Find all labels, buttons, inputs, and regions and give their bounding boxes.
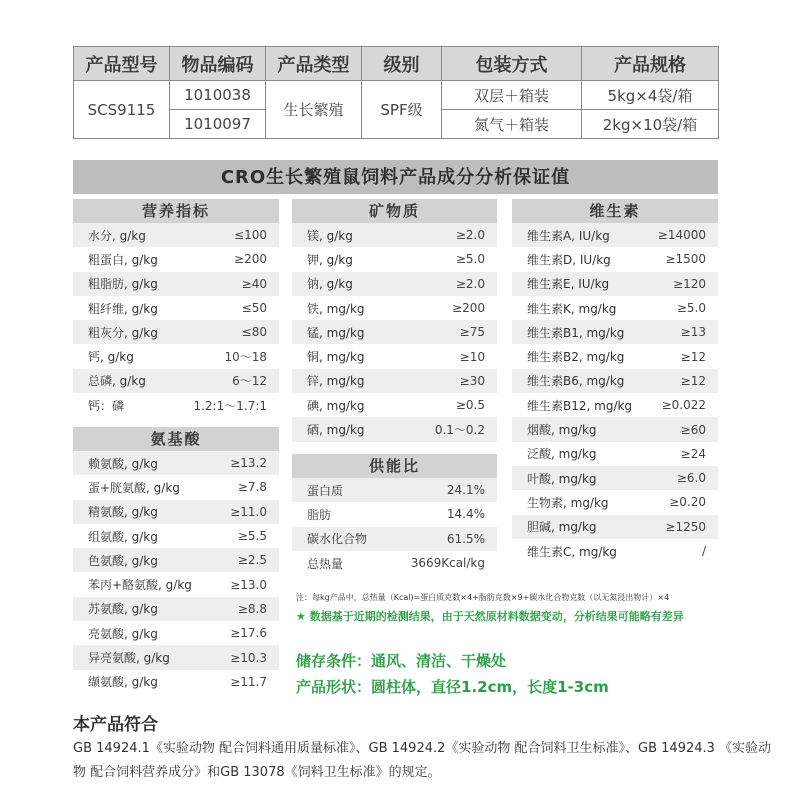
row-label: 苏氨酸, g/kg <box>88 602 158 617</box>
minerals-list <box>292 223 497 442</box>
row-value: ≥17.6 <box>230 626 267 641</box>
row-label: 总热量 <box>307 556 344 571</box>
row-value: ≥13 <box>680 325 706 340</box>
row-label: 蛋白质 <box>307 483 344 498</box>
row-value: ≥8.8 <box>237 601 267 616</box>
row-value: 10～18 <box>224 350 267 365</box>
header-model: 产品型号 <box>74 47 170 81</box>
type-cell: 生长繁殖 <box>266 81 362 139</box>
table-row <box>73 393 279 417</box>
vitamins-list <box>512 223 718 563</box>
minerals-section <box>292 199 497 442</box>
row-value: ≤80 <box>241 325 267 340</box>
row-value: 3669Kcal/kg <box>410 556 485 571</box>
table-row <box>73 524 279 548</box>
row-label: 蛋+胱氨酸, g/kg <box>88 480 180 495</box>
compliance-title: 本产品符合 <box>73 715 158 735</box>
row-value: ≥200 <box>452 301 485 316</box>
table-row <box>512 442 718 466</box>
table-row <box>512 369 718 393</box>
row-value: ≥1500 <box>665 252 706 267</box>
vitamins-section <box>512 199 718 563</box>
row-label: 维生素B2, mg/kg <box>527 350 625 365</box>
table-row <box>73 247 279 271</box>
row-label: 钙, g/kg <box>88 350 134 365</box>
row-value: / <box>701 544 706 558</box>
table-row <box>73 369 279 393</box>
row-value: ≥5.0 <box>455 252 485 267</box>
table-row <box>73 621 279 645</box>
product-shape: 产品形状：圆柱体，直径1.2cm，长度1-3cm <box>296 678 609 696</box>
table-row <box>73 320 279 344</box>
row-value: ≥120 <box>673 276 706 291</box>
table-row <box>512 417 718 441</box>
row-value: ≥2.5 <box>237 553 267 568</box>
row-label: 组氨酸, g/kg <box>88 529 158 544</box>
table-row <box>292 247 497 271</box>
header-type: 产品类型 <box>266 47 362 81</box>
row-value: ≥60 <box>680 422 706 437</box>
table-row <box>73 548 279 572</box>
row-label: 锰, mg/kg <box>307 325 365 340</box>
row-label: 粗脂肪, g/kg <box>88 277 158 292</box>
table-row <box>512 539 718 563</box>
row-value: ≥30 <box>459 373 485 388</box>
table-row <box>73 475 279 499</box>
table-row <box>73 344 279 368</box>
energy-section <box>292 454 497 575</box>
spec-cell: 2kg×10袋/箱 <box>582 110 719 139</box>
spec-cell: 5kg×4袋/箱 <box>582 81 719 110</box>
row-value: ≥75 <box>459 325 485 340</box>
packaging-cell: 氮气＋箱装 <box>442 110 582 139</box>
row-value: ≥0.20 <box>669 495 706 510</box>
data-disclaimer-note: ★ 数据基于近期的检测结果，由于天然原材料数据变动，分析结果可能略有差异 <box>296 610 684 623</box>
row-value: ≥0.5 <box>455 398 485 413</box>
row-value: ≥7.8 <box>237 480 267 495</box>
table-row <box>73 670 279 694</box>
header-grade: 级别 <box>362 47 442 81</box>
row-value: ≥40 <box>241 276 267 291</box>
row-label: 缬氨酸, g/kg <box>88 675 158 690</box>
row-label: 硒, mg/kg <box>307 423 365 438</box>
amino-acids-list <box>73 451 279 694</box>
row-value: ≥11.7 <box>230 674 267 689</box>
row-value: ≥2.0 <box>455 276 485 291</box>
vitamins-title: 维生素 <box>512 199 718 223</box>
row-value: ≥200 <box>234 252 267 267</box>
row-label: 维生素K, mg/kg <box>527 301 617 316</box>
row-label: 亮氨酸, g/kg <box>88 626 158 641</box>
row-value: ≥11.0 <box>230 504 267 519</box>
spec-header-row <box>74 47 719 81</box>
row-value: ≥14000 <box>657 228 706 243</box>
row-label: 维生素D, IU/kg <box>527 252 611 267</box>
table-row <box>73 223 279 247</box>
row-label: 钾, g/kg <box>307 252 353 267</box>
row-value: ≥12 <box>680 349 706 364</box>
row-value: ≥13.2 <box>230 456 267 471</box>
table-row <box>292 417 497 441</box>
table-row <box>292 369 497 393</box>
table-row <box>73 597 279 621</box>
row-label: 钠, g/kg <box>307 277 353 292</box>
amino-acids-section <box>73 427 279 694</box>
row-label: 维生素B6, mg/kg <box>527 374 625 389</box>
amino-acids-title: 氨基酸 <box>73 427 279 451</box>
table-row <box>292 296 497 320</box>
row-value: ≥0.022 <box>661 398 706 413</box>
row-label: 精氨酸, g/kg <box>88 505 158 520</box>
table-row <box>73 645 279 669</box>
table-row <box>73 296 279 320</box>
nutrients-list <box>73 223 279 417</box>
row-label: 粗纤维, g/kg <box>88 301 158 316</box>
row-value: ≥5.0 <box>676 301 706 316</box>
row-value: ≥10.3 <box>230 650 267 665</box>
row-label: 叶酸, mg/kg <box>527 471 597 486</box>
row-label: 维生素B1, mg/kg <box>527 325 625 340</box>
row-value: 6～12 <box>232 374 267 389</box>
code-cell: 1010097 <box>170 110 266 139</box>
row-label: 泛酸, mg/kg <box>527 447 597 462</box>
compliance-text: GB 14924.1《实验动物 配合饲料通用质量标准》、GB 14924.2《实验动物 配合饲料卫生标准》、GB 14924.3 《实验动物 配合饲料营养成分》和GB 13078《饲料卫生标准》的规定。 <box>73 741 772 780</box>
table-row <box>292 478 497 502</box>
table-row <box>512 466 718 490</box>
row-label: 粗灰分, g/kg <box>88 325 158 340</box>
row-value: 1.2:1～1.7:1 <box>193 398 267 413</box>
table-row <box>292 551 497 575</box>
row-value: ≥24 <box>680 446 706 461</box>
energy-title: 供能比 <box>292 454 497 478</box>
header-spec: 产品规格 <box>582 47 719 81</box>
row-label: 烟酸, mg/kg <box>527 423 597 438</box>
row-value: ≥1250 <box>665 519 706 534</box>
spec-row <box>74 81 719 110</box>
row-label: 色氨酸, g/kg <box>88 553 158 568</box>
storage-conditions: 储存条件：通风、清洁、干燥处 <box>296 652 507 670</box>
table-row <box>512 393 718 417</box>
header-code: 物品编码 <box>170 47 266 81</box>
row-value: 24.1% <box>446 483 485 498</box>
table-row <box>292 272 497 296</box>
table-row <box>512 223 718 247</box>
energy-calc-note: 注：每kg产品中，总热量（Kcal)=蛋白质克数×4+脂肪克数×9+碳水化合物克数（以无氮浸出物计）×4 <box>296 593 670 602</box>
row-label: 维生素A, IU/kg <box>527 228 610 243</box>
row-label: 碘, mg/kg <box>307 398 365 413</box>
row-value: 0.1～0.2 <box>434 423 485 438</box>
header-packaging: 包装方式 <box>442 47 582 81</box>
table-row <box>512 272 718 296</box>
row-label: 粗蛋白, g/kg <box>88 252 158 267</box>
table-row <box>512 247 718 271</box>
row-value: ≤50 <box>241 301 267 316</box>
table-row <box>512 344 718 368</box>
row-value: ≥2.0 <box>455 228 485 243</box>
minerals-title: 矿物质 <box>292 199 497 223</box>
product-spec-table <box>73 46 719 139</box>
row-label: 异亮氨酸, g/kg <box>88 651 170 666</box>
row-label: 铁, mg/kg <box>307 301 365 316</box>
row-label: 钙：磷 <box>88 398 125 413</box>
table-row <box>512 515 718 539</box>
table-row <box>73 572 279 596</box>
row-label: 碳水化合物 <box>307 532 368 547</box>
nutrients-section <box>73 199 279 417</box>
table-row <box>512 320 718 344</box>
row-label: 脂肪 <box>307 507 332 522</box>
row-label: 总磷, g/kg <box>88 374 146 389</box>
energy-list <box>292 478 497 575</box>
row-label: 苯丙+酪氨酸, g/kg <box>88 578 192 593</box>
row-label: 胆碱, mg/kg <box>527 520 597 535</box>
row-value: 14.4% <box>446 507 485 522</box>
row-value: ≥10 <box>459 349 485 364</box>
analysis-banner-title: CRO生长繁殖鼠饲料产品成分分析保证值 <box>73 160 718 194</box>
table-row <box>512 296 718 320</box>
table-row <box>73 500 279 524</box>
table-row <box>73 272 279 296</box>
table-row <box>73 451 279 475</box>
packaging-cell: 双层＋箱装 <box>442 81 582 110</box>
row-label: 水分, g/kg <box>88 228 146 243</box>
table-row <box>292 527 497 551</box>
model-cell: SCS9115 <box>74 81 170 139</box>
code-cell: 1010038 <box>170 81 266 110</box>
row-label: 维生素C, mg/kg <box>527 544 617 559</box>
table-row <box>292 344 497 368</box>
row-value: ≥5.5 <box>237 529 267 544</box>
row-label: 铜, mg/kg <box>307 350 365 365</box>
row-label: 生物素, mg/kg <box>527 495 609 510</box>
row-label: 维生素E, IU/kg <box>527 277 610 292</box>
row-value: ≥13.0 <box>230 577 267 592</box>
grade-cell: SPF级 <box>362 81 442 139</box>
row-value: ≤100 <box>234 228 267 243</box>
table-row <box>292 320 497 344</box>
table-row <box>292 502 497 526</box>
row-value: ≥12 <box>680 373 706 388</box>
row-value: 61.5% <box>446 531 485 546</box>
row-label: 维生素B12, mg/kg <box>527 398 633 413</box>
row-label: 锌, mg/kg <box>307 374 365 389</box>
table-row <box>512 490 718 514</box>
row-label: 赖氨酸, g/kg <box>88 456 158 471</box>
table-row <box>292 223 497 247</box>
row-value: ≥6.0 <box>676 471 706 486</box>
row-label: 镁, g/kg <box>307 228 353 243</box>
nutrients-title: 营养指标 <box>73 199 279 223</box>
table-row <box>292 393 497 417</box>
